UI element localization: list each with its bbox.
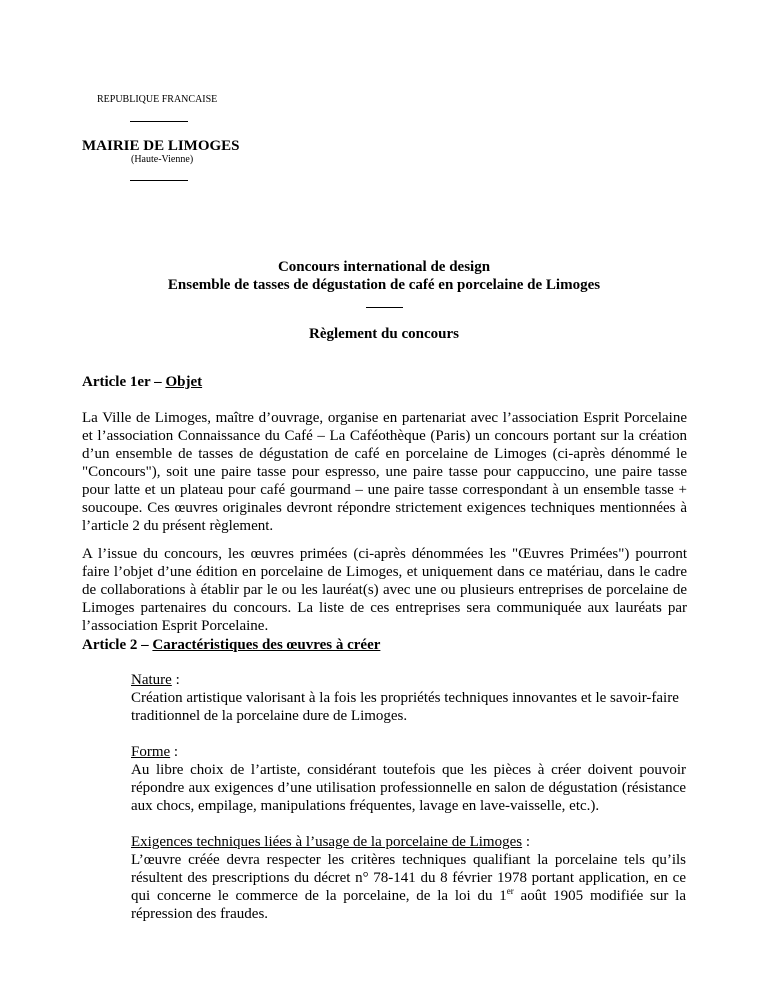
forme-heading bbox=[131, 743, 178, 761]
mairie-title: MAIRIE DE LIMOGES bbox=[82, 138, 240, 154]
article1-prefix: Article 1er – bbox=[82, 374, 166, 390]
exigences-colon: : bbox=[522, 834, 531, 850]
exigences-text-a: L’œuvre créée devra respecter les critères techniques qualifiant la porcelaine tels qu’ils résultent des prescriptions du décret n° 78-141 du 8 février 1978 portant application, en ce qui concerne le commerce de la porcelaine, de la loi du 1 bbox=[131, 852, 686, 904]
doc-title-line2: Ensemble de tasses de dégustation de café en porcelaine de Limoges bbox=[167, 277, 601, 293]
exigences-heading bbox=[131, 833, 530, 851]
article2-heading bbox=[82, 637, 380, 654]
article1-paragraph-2: A l’issue du concours, les œuvres primées (ci-après dénommées les "Œuvres Primées") pourront faire l’objet d’une édition en porcelaine de Limoges, et uniquement dans ce matériau, dans le cadre de collaborations à établir par le ou les lauréat(s) avec une ou plusieurs entreprises de porcelaine de Limoges partenaires du concours. La liste de ces entreprises sera communiquée aux lauréats par l’association Esprit Porcelaine. bbox=[82, 546, 687, 634]
forme-colon: : bbox=[170, 744, 179, 760]
region-label: (Haute-Vienne) bbox=[131, 154, 194, 165]
exigences-label: Exigences techniques liées à l’usage de la porcelaine de Limoges bbox=[131, 834, 523, 850]
forme-label: Forme bbox=[131, 744, 171, 760]
exigences-sup: er bbox=[506, 886, 514, 896]
nature-heading bbox=[131, 671, 180, 689]
header-divider-top bbox=[130, 121, 188, 122]
republic-label: REPUBLIQUE FRANCAISE bbox=[97, 94, 218, 105]
doc-subtitle: Règlement du concours bbox=[309, 326, 459, 342]
article1-heading bbox=[82, 374, 202, 391]
article1-paragraph-1: La Ville de Limoges, maître d’ouvrage, organise en partenariat avec l’association Esprit Porcelaine et l’association Connaissance du Café – La Caféothèque (Paris) un concours portant sur la création d’un ensemble de tasses de dégustation de café en porcelaine de Limoges (ci-après dénommé le "Concours"), soit une paire tasse pour espresso, une paire tasse pour cappuccino, une paire tasse pour latte et un plateau pour café gourmand – une paire tasse correspondant à un ensemble tasse + soucoupe. Ces œuvres originales devront répondre strictement exigences techniques mentionnées à l’article 2 du présent règlement. bbox=[82, 410, 687, 534]
forme-text: Au libre choix de l’artiste, considérant toutefois que les pièces à créer doivent pouvoir répondre aux exigences d’une utilisation professionnelle en salon de dégustation (résistance aux chocs, empilage, manipulations fréquentes, lavage en lave-vaisselle, etc.). bbox=[131, 762, 686, 814]
exigences-text bbox=[131, 851, 686, 923]
doc-title-line1: Concours international de design bbox=[277, 259, 491, 275]
title-divider bbox=[366, 307, 403, 308]
header-divider-bottom bbox=[130, 180, 188, 181]
nature-label: Nature bbox=[131, 672, 172, 688]
article2-title: Caractéristiques des œuvres à créer bbox=[152, 637, 381, 653]
article2-prefix: Article 2 – bbox=[82, 637, 153, 653]
article1-title: Objet bbox=[165, 374, 203, 390]
exigences-text-b: août 1905 modifiée sur la répression des fraudes. bbox=[131, 888, 687, 922]
nature-colon: : bbox=[171, 672, 180, 688]
nature-text: Création artistique valorisant à la fois les propriétés techniques innovantes et le savoir-faire traditionnel de la porcelaine dure de Limoges. bbox=[131, 690, 679, 724]
